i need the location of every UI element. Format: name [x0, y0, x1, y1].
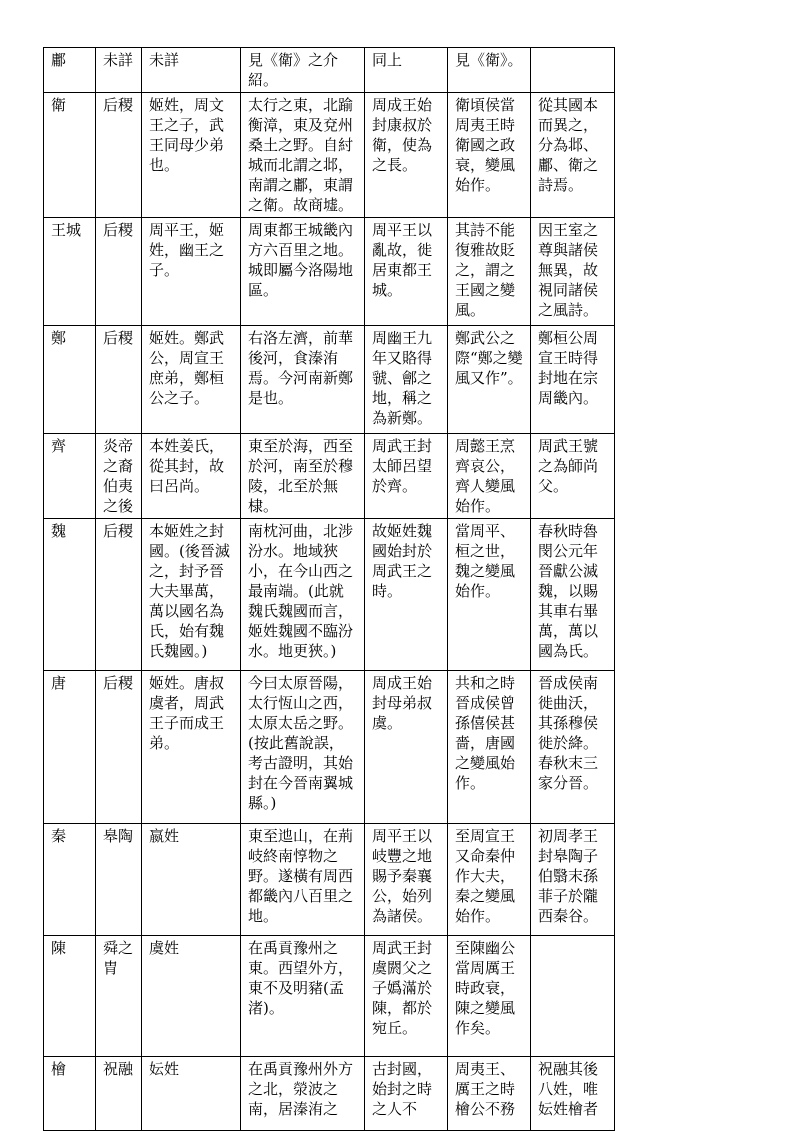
cell-state: 齊: [44, 434, 96, 519]
cell-ancestor: 炎帝之裔伯夷之後: [96, 434, 142, 519]
cell-state: 魏: [44, 519, 96, 671]
cell-clan: 姬姓。鄭武公，周宣王庶弟，鄭桓公之子。: [142, 326, 241, 434]
cell-enfeoffment: 周武王封虞閼父之子嬀滿於陳，都於宛丘。: [365, 936, 448, 1057]
cell-state: 唐: [44, 671, 96, 824]
cell-notes: 周武王號之為師尚父。: [531, 434, 615, 519]
cell-ancestor: 皋陶: [96, 824, 142, 936]
cell-bianfeng: 見《衛》。: [448, 48, 531, 93]
cell-bianfeng: 其詩不能復雅故貶之，謂之王國之變風。: [448, 218, 531, 326]
cell-ancestor: 后稷: [96, 93, 142, 218]
cell-state: 鄘: [44, 48, 96, 93]
cell-enfeoffment: 故姬姓魏國始封於周武王之時。: [365, 519, 448, 671]
cell-notes: 初周孝王封皋陶子伯翳末孫菲子於隴西秦谷。: [531, 824, 615, 936]
cell-notes: 從其國本而異之，分為邶、鄘、衛之詩焉。: [531, 93, 615, 218]
cell-state: 衛: [44, 93, 96, 218]
cell-notes: 祝融其後八姓，唯妘姓檜者: [531, 1057, 615, 1131]
cell-territory: 見《衛》之介紹。: [241, 48, 365, 93]
cell-clan: 妘姓: [142, 1057, 241, 1131]
cell-bianfeng: 鄭武公之際“鄭之變風又作”。: [448, 326, 531, 434]
cell-ancestor: 后稷: [96, 519, 142, 671]
table-row: [44, 218, 615, 326]
table-row: [44, 519, 615, 671]
cell-ancestor: 后稷: [96, 218, 142, 326]
cell-enfeoffment: 同上: [365, 48, 448, 93]
cell-ancestor: 舜之胄: [96, 936, 142, 1057]
cell-ancestor: 祝融: [96, 1057, 142, 1131]
cell-clan: 虞姓: [142, 936, 241, 1057]
cell-ancestor: 未詳: [96, 48, 142, 93]
cell-territory: 東至迆山，在荊岐終南惇物之野。遂橫有周西都畿內八百里之地。: [241, 824, 365, 936]
cell-territory: 在禹貢豫州之東。西望外方，東不及明豬(孟渚)。: [241, 936, 365, 1057]
table-row: [44, 1057, 615, 1131]
table-row: [44, 824, 615, 936]
cell-ancestor: 后稷: [96, 671, 142, 824]
cell-clan: 本姬姓之封國。(後晉滅之，封予晉大夫畢萬，萬以國名為氏，始有魏氏魏國。): [142, 519, 241, 671]
cell-enfeoffment: 周平王以岐豐之地賜予秦襄公，始列為諸侯。: [365, 824, 448, 936]
cell-state: 檜: [44, 1057, 96, 1131]
table-body: [44, 48, 615, 1131]
cell-enfeoffment: 周成王始封康叔於衛，使為之長。: [365, 93, 448, 218]
cell-notes: 晉成侯南徙曲沃，其孫穆侯徙於絳。春秋末三家分晉。: [531, 671, 615, 824]
cell-enfeoffment: 周武王封太師呂望於齊。: [365, 434, 448, 519]
cell-enfeoffment: 周幽王九年又賂得虢、鄶之地，稱之為新鄭。: [365, 326, 448, 434]
cell-notes: 因王室之尊與諸侯無異，故視同諸侯之風詩。: [531, 218, 615, 326]
cell-state: 秦: [44, 824, 96, 936]
table-row: [44, 434, 615, 519]
document-table: [43, 47, 615, 1131]
cell-bianfeng: 共和之時晉成侯曾孫僖侯甚嗇，唐國之變風始作。: [448, 671, 531, 824]
cell-territory: 右洛左濟，前華後河，食溱洧焉。今河南新鄭是也。: [241, 326, 365, 434]
cell-bianfeng: 周懿王烹齊哀公，齊人變風始作。: [448, 434, 531, 519]
cell-territory: 太行之東，北踰衡漳，東及兗州桑土之野。自紂城而北謂之邶，南謂之鄘，東謂之衛。故商墟。: [241, 93, 365, 218]
cell-enfeoffment: 周平王以亂故，徙居東都王城。: [365, 218, 448, 326]
cell-ancestor: 后稷: [96, 326, 142, 434]
cell-notes: [531, 48, 615, 93]
table-row: [44, 936, 615, 1057]
cell-notes: [531, 936, 615, 1057]
cell-clan: 姬姓。唐叔虞者，周武王子而成王弟。: [142, 671, 241, 824]
cell-clan: 姬姓，周文王之子，武王同母少弟也。: [142, 93, 241, 218]
cell-bianfeng: 當周平、桓之世，魏之變風始作。: [448, 519, 531, 671]
cell-territory: 在禹貢豫州外方之北，滎波之南，居溱洧之: [241, 1057, 365, 1131]
cell-bianfeng: 至周宣王又命秦仲作大夫，秦之變風始作。: [448, 824, 531, 936]
cell-clan: 周平王，姬姓，幽王之子。: [142, 218, 241, 326]
table-row: [44, 48, 615, 93]
table-row: [44, 671, 615, 824]
cell-bianfeng: 衛頃侯當周夷王時衛國之政衰，變風始作。: [448, 93, 531, 218]
cell-bianfeng: 周夷王、厲王之時檜公不務: [448, 1057, 531, 1131]
cell-state: 鄭: [44, 326, 96, 434]
cell-territory: 周東都王城畿內方六百里之地。城即屬今洛陽地區。: [241, 218, 365, 326]
cell-territory: 今曰太原晉陽，太行恆山之西，太原太岳之野。(按此舊說誤，考古證明，其始封在今晉南翼城縣。): [241, 671, 365, 824]
cell-clan: 本姓姜氏，從其封，故曰呂尚。: [142, 434, 241, 519]
table-row: [44, 326, 615, 434]
cell-territory: 東至於海，西至於河，南至於穆陵，北至於無棣。: [241, 434, 365, 519]
cell-notes: 鄭桓公周宣王時得封地在宗周畿內。: [531, 326, 615, 434]
cell-state: 王城: [44, 218, 96, 326]
cell-notes: 春秋時魯閔公元年晉獻公滅魏，以賜其車右畢萬，萬以國為氏。: [531, 519, 615, 671]
cell-clan: 嬴姓: [142, 824, 241, 936]
cell-territory: 南枕河曲，北涉汾水。地域狹小，在今山西之最南端。(此就魏氏魏國而言，姬姓魏國不臨汾水。地更狹。): [241, 519, 365, 671]
cell-state: 陳: [44, 936, 96, 1057]
cell-clan: 未詳: [142, 48, 241, 93]
table-row: [44, 93, 615, 218]
cell-enfeoffment: 古封國，始封之時之人不: [365, 1057, 448, 1131]
cell-bianfeng: 至陳幽公當周厲王時政衰，陳之變風作矣。: [448, 936, 531, 1057]
cell-enfeoffment: 周成王始封母弟叔虞。: [365, 671, 448, 824]
